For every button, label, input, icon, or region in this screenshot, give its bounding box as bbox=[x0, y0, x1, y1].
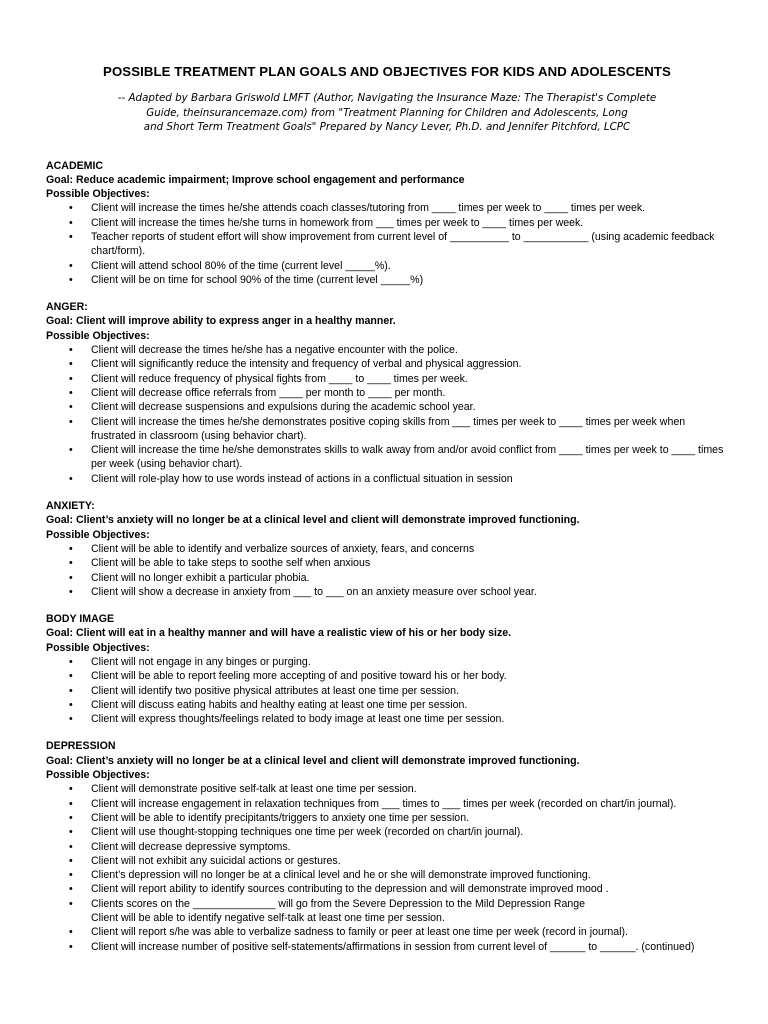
objectives-label: Possible Objectives: bbox=[46, 769, 150, 782]
section-body-image bbox=[46, 612, 728, 726]
objectives-label: Possible Objectives: bbox=[46, 641, 150, 654]
objective-item: • Client will no longer exhibit a particular phobia. bbox=[46, 571, 728, 585]
section-goal: Goal: Client’s anxiety will no longer be at a clinical level and client will demonstrate improved functioning. bbox=[46, 754, 580, 767]
section-goal: Goal: Client will eat in a healthy manner and will have a realistic view of his or her body size. bbox=[46, 627, 512, 640]
objective-item: • Client will increase the times he/she turns in homework from ___ times per week to ____ times per week. bbox=[46, 216, 728, 230]
objective-item: • Client will significantly reduce the intensity and frequency of verbal and physical aggression. bbox=[46, 357, 728, 371]
objective-item: • Client will increase the time he/she demonstrates skills to walk away from and/or avoid conflict from ____ times per week to ____ times per week (using behavior chart). bbox=[46, 443, 728, 472]
section-anger bbox=[46, 300, 728, 486]
objective-item: • Client will not exhibit any suicidal actions or gestures. bbox=[46, 854, 728, 868]
section-goal: Goal: Client will improve ability to express anger in a healthy manner. bbox=[46, 315, 396, 328]
section-anxiety bbox=[46, 499, 728, 599]
attribution-line: -- Adapted by Barbara Griswold LMFT (Author, Navigating the Insurance Maze: The Therapist's Complete bbox=[117, 92, 657, 104]
section-academic bbox=[46, 159, 728, 288]
objectives-label: Possible Objectives: bbox=[46, 329, 150, 342]
objective-item: • Client will increase the times he/she demonstrates positive coping skills from ___ times per week to ____ times per week when frustrated in classroom (using behavior chart). bbox=[46, 415, 728, 444]
objective-item: • Client will discuss eating habits and healthy eating at least one time per session. bbox=[46, 698, 728, 712]
section-heading: BODY IMAGE bbox=[46, 613, 115, 626]
objectives-label: Possible Objectives: bbox=[46, 528, 150, 541]
objective-item: • Client will increase engagement in relaxation techniques from ___ times to ___ times per week (recorded on chart/in journal). bbox=[46, 797, 728, 811]
objective-item: • Client will be able to identify and verbalize sources of anxiety, fears, and concerns bbox=[46, 542, 728, 556]
attribution-line: Guide, theinsurancemaze.com) from "Treatment Planning for Children and Adolescents, Long bbox=[146, 106, 628, 119]
objective-item: • Client will decrease depressive symptoms. bbox=[46, 840, 728, 854]
objective-item: • Client will report ability to identify sources contributing to the depression and will demonstrate improved mood . bbox=[46, 882, 728, 896]
objective-item: • Client will role-play how to use words instead of actions in a conflictual situation in session bbox=[46, 472, 728, 486]
section-depression bbox=[46, 739, 728, 953]
objective-item: • Client will be on time for school 90% of the time (current level _____%) bbox=[46, 273, 728, 287]
objective-item: • Teacher reports of student effort will show improvement from current level of __________ to ___________ (using academic feedback chart/form). bbox=[46, 230, 728, 259]
objective-item: • Client will not engage in any binges or purging. bbox=[46, 655, 728, 669]
section-heading: ANXIETY: bbox=[46, 500, 95, 513]
section-goal: Goal: Client’s anxiety will no longer be at a clinical level and client will demonstrate improved functioning. bbox=[46, 514, 580, 527]
objectives-list bbox=[46, 201, 728, 287]
objective-item: • Client will increase the times he/she attends coach classes/tutoring from ____ times per week to ____ times per week. bbox=[46, 201, 728, 215]
objective-item: • Client’s depression will no longer be at a clinical level and he or she will demonstrate improved functioning. bbox=[46, 868, 728, 882]
section-heading: ACADEMIC bbox=[46, 159, 104, 172]
section-heading: ANGER: bbox=[46, 301, 88, 314]
objective-item: • Client will express thoughts/feelings related to body image at least one time per session. bbox=[46, 712, 728, 726]
objective-item: • Client will identify two positive physical attributes at least one time per session. bbox=[46, 684, 728, 698]
objective-item: • Client will reduce frequency of physical fights from ____ to ____ times per week. bbox=[46, 372, 728, 386]
objective-item: • Client will increase number of positive self-statements/affirmations in session from current level of ______ to ______. (continued) bbox=[46, 940, 728, 954]
objective-item: • Client will be able to identify precipitants/triggers to anxiety one time per session. bbox=[46, 811, 728, 825]
objectives-list bbox=[46, 542, 728, 599]
objectives-list bbox=[46, 655, 728, 726]
objective-item: • Client will use thought-stopping techniques one time per week (recorded on chart/in journal). bbox=[46, 825, 728, 839]
section-heading: DEPRESSION bbox=[46, 740, 116, 753]
objectives-list bbox=[46, 782, 728, 954]
objective-item: • Clients scores on the ______________ will go from the Severe Depression to the Mild Depression Range bbox=[46, 897, 728, 911]
objectives-list bbox=[46, 343, 728, 486]
objective-item: • Client will show a decrease in anxiety from ___ to ___ on an anxiety measure over school year. bbox=[46, 585, 728, 599]
document-title: POSSIBLE TREATMENT PLAN GOALS AND OBJECTIVES FOR KIDS AND ADOLESCENTS bbox=[103, 64, 671, 79]
objective-item: • Client will be able to report feeling more accepting of and positive toward his or her body. bbox=[46, 669, 728, 683]
objective-item: • Client will attend school 80% of the time (current level _____%). bbox=[46, 259, 728, 273]
objective-item: • Client will demonstrate positive self-talk at least one time per session. bbox=[46, 782, 728, 796]
attribution-line: and Short Term Treatment Goals" Prepared by Nancy Lever, Ph.D. and Jennifer Pitchford, LCPC bbox=[143, 121, 631, 133]
objective-item: • Client will decrease office referrals from ____ per month to ____ per month. bbox=[46, 386, 728, 400]
objective-item: • Client will report s/he was able to verbalize sadness to family or peer at least one time per week (record in journal). bbox=[46, 925, 728, 939]
objective-item: Client will be able to identify negative self-talk at least one time per session. bbox=[91, 912, 445, 925]
objective-item: • Client will be able to take steps to soothe self when anxious bbox=[46, 556, 728, 570]
objectives-label: Possible Objectives: bbox=[46, 188, 150, 201]
document-attribution bbox=[87, 91, 687, 135]
objective-item: • Client will decrease the times he/she has a negative encounter with the police. bbox=[46, 343, 728, 357]
section-goal: Goal: Reduce academic impairment; Improve school engagement and performance bbox=[46, 173, 465, 186]
objective-item: • Client will decrease suspensions and expulsions during the academic school year. bbox=[46, 400, 728, 414]
